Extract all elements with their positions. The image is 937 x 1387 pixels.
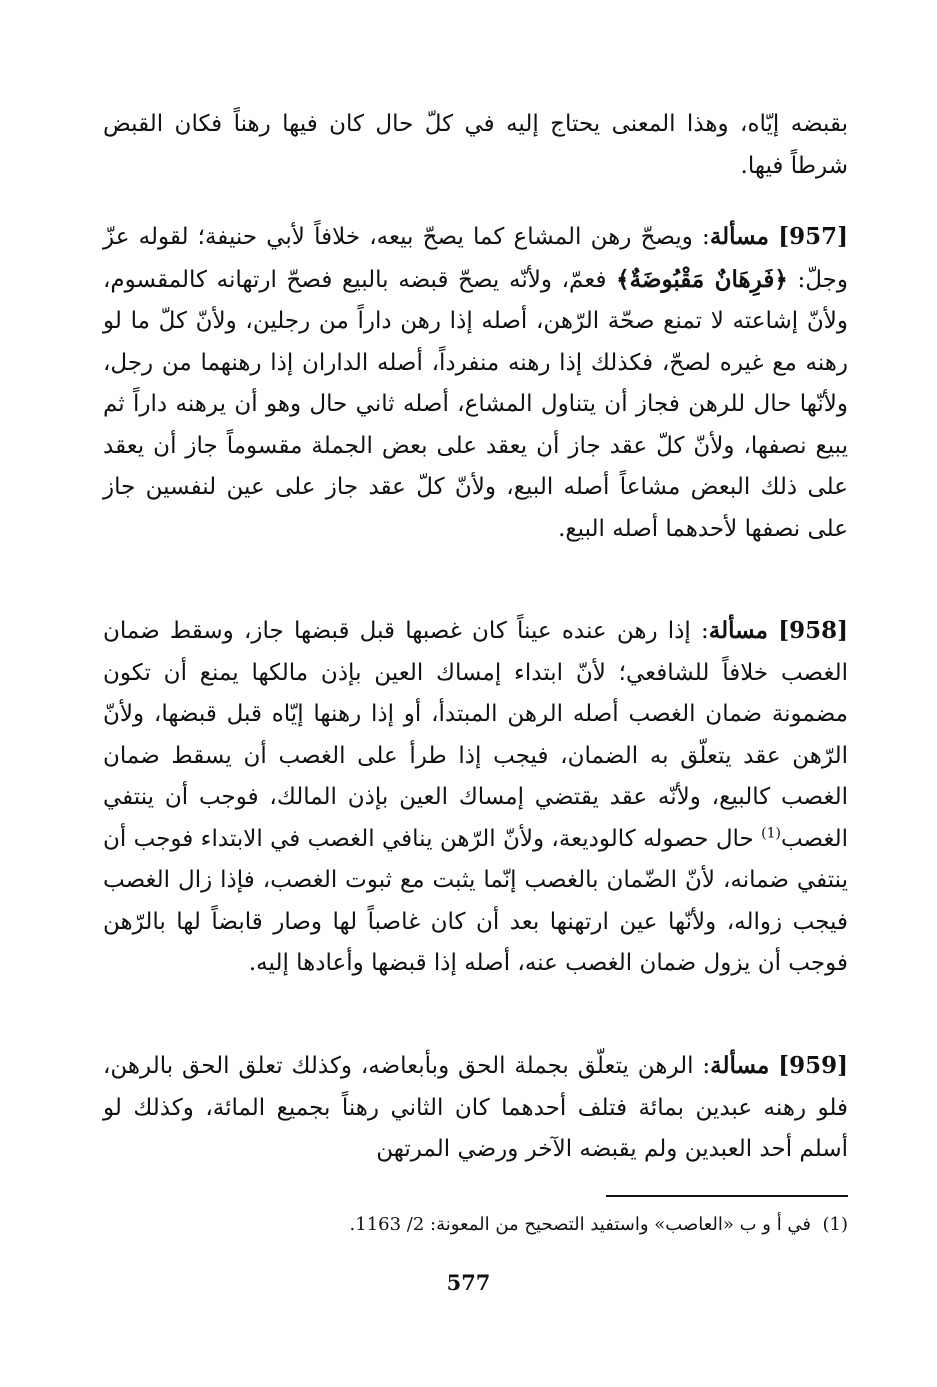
issue-number: [957] <box>778 223 848 250</box>
issue-text: : الرهن يتعلّق بجملة الحق وبأبعاضه، وكذلك تعلق الحق بالرهن، فلو رهنه عبدين بمائة فتلف أحدهما كان الثاني رهناً بجميع المائة، وكذلك لو أسلم أحد العبدين ولم يقبضه الآخر ورضي المرتهن <box>103 1053 848 1162</box>
footnote-divider <box>606 1195 848 1197</box>
issue-label: مسألة <box>709 223 769 250</box>
intro-paragraph <box>103 104 848 187</box>
footnote-reference: (1) <box>761 824 781 841</box>
quran-quote: ﴿فَرِهَانٌ مَقْبُوضَةٌ﴾ <box>616 265 788 293</box>
issue-text: : ويصحّ رهن المشاع كما يصحّ بيعه، خلافاً لأبي حنيفة؛ لقوله عزّ وجلّ: <box>103 224 848 293</box>
issue-label: مسألة <box>708 617 768 644</box>
issue-958-paragraph <box>103 610 848 985</box>
issue-text: : إذا رهن عنده عيناً كان غصبها قبل قبضها جاز، وسقط ضمان الغصب خلافاً للشافعي؛ لأنّ ابتداء إمساك العين بإذن مالكها يمنع أن تكون مضمونة ضمان الغصب أصله الرهن المبتدأ، أو إذا رهنها إيّاه قبل قبضها، ولأنّ الرّهن عقد يتعلّق به الضمان، فيجب إذا طرأ على الغصب أن يسقط ضمان الغصب كالبيع، ولأنّه عقد يقتضي إمساك العين بإذن المالك، فوجب أن ينتفي الغصب <box>103 618 848 852</box>
footnote <box>108 1210 848 1240</box>
issue-959-paragraph <box>103 1045 848 1171</box>
issue-label: مسألة <box>710 1052 770 1079</box>
issue-text-continued: فعمّ، ولأنّه يصحّ قبضه بالبيع فصحّ ارتهانه كالمقسوم، ولأنّ إشاعته لا تمنع صحّة الرّهن، أصله إذا رهن داراً من رجلين، ولأنّ كلّ ما لو رهنه مع غيره لصحّ، فكذلك إذا رهنه منفرداً، أصله الداران إذا رهنهما من رجل، ولأنّها حال للرهن فجاز أن يتناول المشاع، أصله ثاني حال وهو أن يرهنه داراً ثم يبيع نصفها، ولأنّ كلّ عقد جاز أن يعقد على بعض الجملة مقسوماً جاز أن يعقد على ذلك البعض مشاعاً أصله البيع، ولأنّ كلّ عقد جاز على عين لنفسين جاز على نصفها لأحدهما أصله البيع. <box>103 266 848 542</box>
issue-text-continued: حال حصوله كالوديعة، ولأنّ الرّهن ينافي الغصب في الابتداء فوجب أن ينتفي ضمانه، لأنّ الضّمان بالغصب إنّما يثبت مع ثبوت الغصب، فإذا زال الغصب فيجب زواله، ولأنّها عين ارتهنها بعد أن كان غاصباً لها وصار قابضاً لها بالرّهن فوجب أن يزول ضمان الغصب عنه، أصله إذا قبضها وأعادها إليه. <box>103 825 848 976</box>
issue-957-paragraph <box>103 216 848 550</box>
footnote-number: (1) <box>822 1214 848 1235</box>
page-number: 577 <box>446 1270 491 1295</box>
footnote-text: في أ و ب «العاصب» واستفيد التصحيح من المعونة: 2/ 1163. <box>349 1214 812 1235</box>
issue-number: [959] <box>778 1052 849 1079</box>
intro-text: بقبضه إيّاه، وهذا المعنى يحتاج إليه في كلّ حال كان فيها رهناً فكان القبض شرطاً فيها. <box>103 111 848 179</box>
issue-number: [958] <box>778 617 848 644</box>
